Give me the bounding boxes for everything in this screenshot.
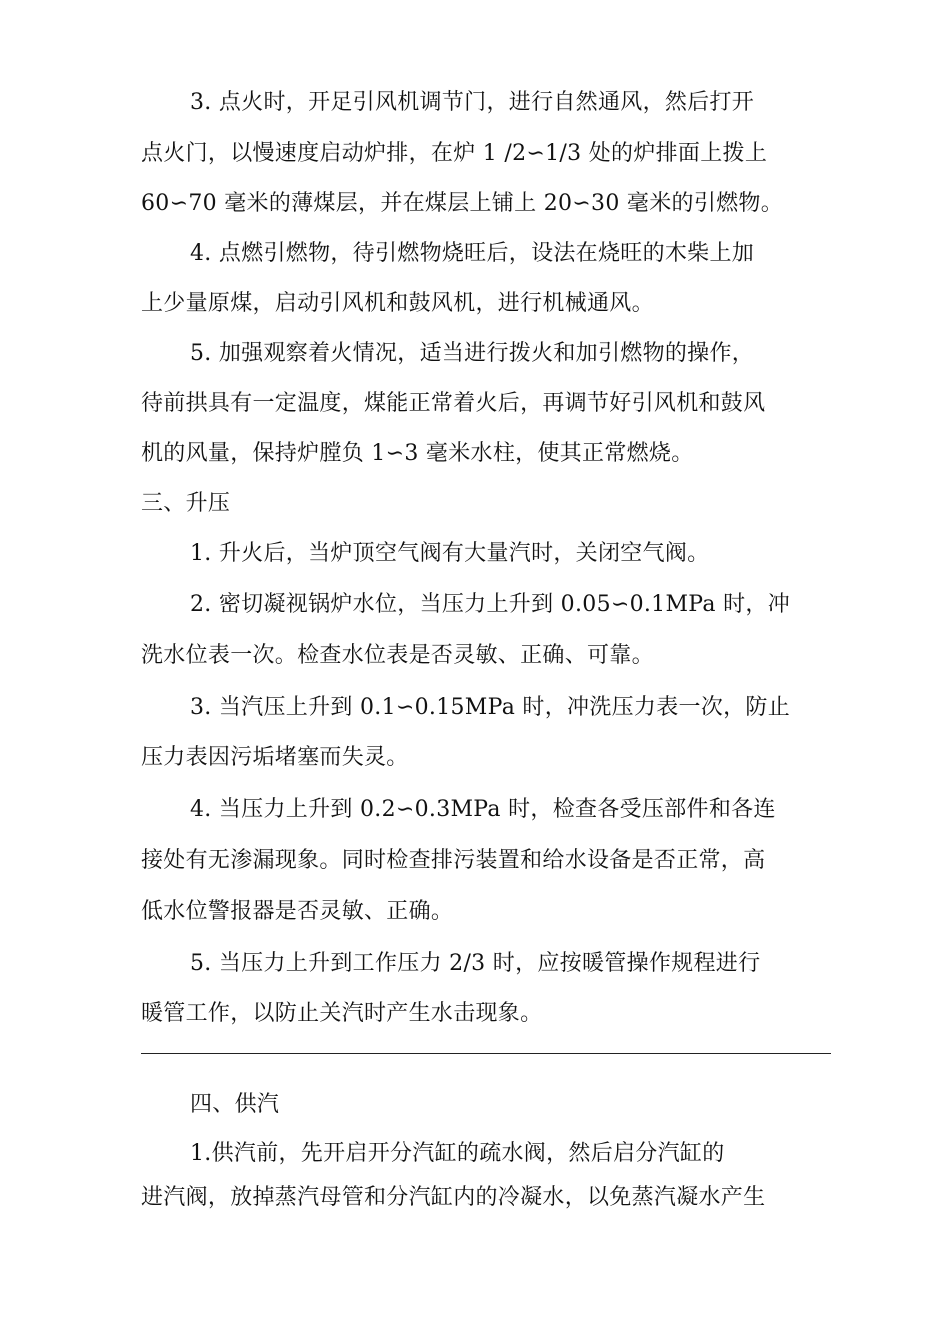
paragraph-line: 4. 点燃引燃物，待引燃物烧旺后，设法在烧旺的木柴上加 bbox=[190, 241, 755, 266]
paragraph-line: 60∽70 毫米的薄煤层，并在煤层上铺上 20∽30 毫米的引燃物。 bbox=[141, 191, 784, 216]
paragraph-line: 1. 升火后，当炉顶空气阀有大量汽时，关闭空气阀。 bbox=[190, 541, 710, 566]
paragraph-line: 机的风量，保持炉膛负 1∽3 毫米水柱，使其正常燃烧。 bbox=[141, 441, 694, 466]
paragraph-line: 5. 加强观察着火情况，适当进行拨火和加引燃物的操作， bbox=[190, 341, 755, 366]
paragraph-line: 2. 密切凝视锅炉水位，当压力上升到 0.05∽0.1MPa 时，冲 bbox=[190, 592, 791, 617]
section-heading: 四、供汽 bbox=[190, 1092, 280, 1117]
paragraph-line: 低水位警报器是否灵敏、正确。 bbox=[141, 899, 454, 924]
paragraph-line: 压力表因污垢堵塞而失灵。 bbox=[141, 745, 409, 770]
paragraph-line: 4. 当压力上升到 0.2∽0.3MPa 时，检查各受压部件和各连 bbox=[190, 797, 776, 822]
paragraph-line: 待前拱具有一定温度，煤能正常着火后，再调节好引风机和鼓风 bbox=[141, 391, 766, 416]
paragraph-line: 3. 当汽压上升到 0.1∽0.15MPa 时，冲洗压力表一次，防止 bbox=[190, 695, 791, 720]
paragraph-line: 接处有无渗漏现象。同时检查排污装置和给水设备是否正常，高 bbox=[141, 848, 766, 873]
paragraph-line: 上少量原煤，启动引风机和鼓风机，进行机械通风。 bbox=[141, 291, 654, 316]
section-heading: 三、升压 bbox=[141, 491, 231, 516]
paragraph-line: 洗水位表一次。检查水位表是否灵敏、正确、可靠。 bbox=[141, 643, 654, 668]
paragraph-line: 点火门，以慢速度启动炉排，在炉 1 /2∽1/3 处的炉排面上拨上 bbox=[141, 141, 768, 166]
paragraph-line: 暖管工作，以防止关汽时产生水击现象。 bbox=[141, 1001, 543, 1026]
paragraph-line: 5. 当压力上升到工作压力 2/3 时，应按暖管操作规程进行 bbox=[190, 951, 761, 976]
horizontal-divider bbox=[141, 1053, 831, 1054]
paragraph-line: 进汽阀，放掉蒸汽母管和分汽缸内的冷凝水，以免蒸汽凝水产生 bbox=[141, 1185, 766, 1210]
paragraph-line: 1.供汽前，先开启开分汽缸的疏水阀，然后启分汽缸的 bbox=[190, 1141, 725, 1166]
paragraph-line: 3. 点火时，开足引风机调节门，进行自然通风，然后打开 bbox=[190, 90, 755, 115]
